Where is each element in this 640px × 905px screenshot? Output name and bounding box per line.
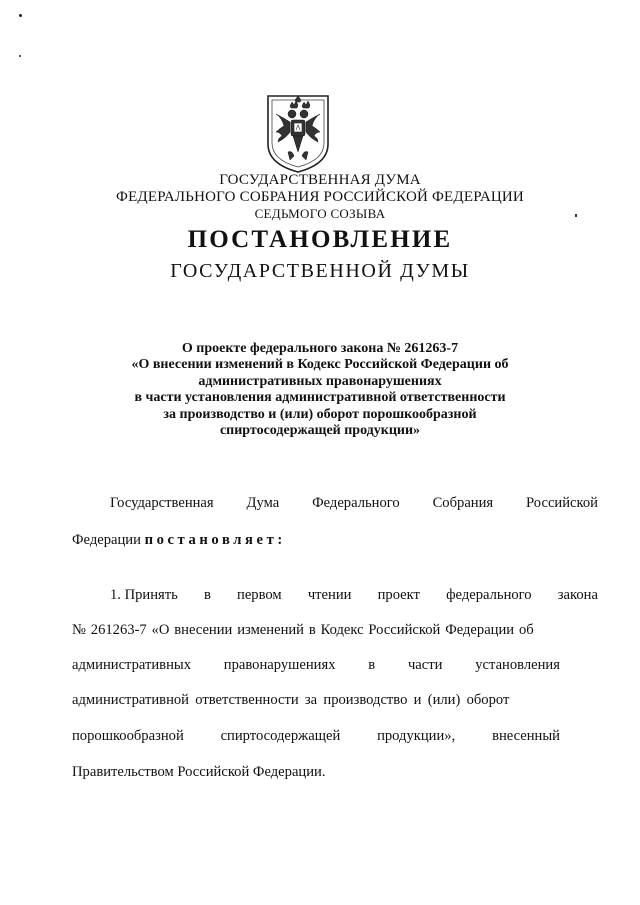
word: спиртосодержащей: [220, 728, 341, 744]
document-subtitle: ГОСУДАРСТВЕННОЙ ДУМЫ: [170, 260, 470, 282]
word: в: [368, 657, 376, 673]
word: правонарушениях: [223, 657, 336, 673]
header-duma: ГОСУДАРСТВЕННАЯ ДУМА: [219, 172, 421, 188]
word: продукции»,: [377, 728, 456, 744]
word: Федерального: [312, 495, 400, 511]
word: федерального: [446, 587, 532, 603]
subject-line: в части установления административной ответственности: [134, 390, 506, 406]
subject-line: за производство и (или) оборот порошкообразной: [163, 406, 477, 422]
subject-line: спиртосодержащей продукции»: [219, 423, 421, 439]
word: чтении: [307, 587, 352, 603]
word: Государственная: [110, 495, 214, 511]
item1-line-5: [72, 726, 560, 746]
word: закона: [557, 587, 598, 603]
intro-prefix: Федерации: [72, 532, 145, 548]
header-convocation: СЕДЬМОГО СОЗЫВА: [254, 206, 386, 221]
subject-heading: [0, 341, 640, 439]
word: 1. Принять: [110, 587, 178, 603]
word: в: [203, 587, 211, 603]
state-emblem-icon: [262, 92, 334, 176]
header-federal-assembly: ФЕДЕРАЛЬНОГО СОБРАНИЯ РОССИЙСКОЙ ФЕДЕРАЦИИ: [116, 189, 524, 205]
word: установления: [475, 657, 560, 673]
subject-line: административных правонарушениях: [198, 373, 442, 389]
word: Собрания: [432, 495, 494, 511]
item1-line-3: [72, 655, 560, 675]
document-title: ПОСТАНОВЛЕНИЕ: [187, 226, 453, 253]
subject-line: «О внесении изменений в Кодекс Российской Федерации об: [131, 357, 509, 373]
resolves-word: постановляет:: [144, 532, 286, 548]
scan-speck: [19, 55, 21, 57]
item1-line-6: Правительством Российской Федерации.: [72, 764, 326, 780]
subject-line: О проекте федерального закона № 261263-7: [181, 341, 459, 356]
intro-line-2: [72, 530, 560, 550]
intro-line-1: [72, 493, 598, 513]
word: порошкообразной: [72, 728, 184, 744]
word: части: [407, 657, 443, 673]
scan-speck: [19, 14, 22, 17]
item1-line-4: административной ответственности за производство и (или) оборот: [72, 692, 510, 708]
word: Российской: [526, 495, 598, 511]
word: административных: [72, 657, 191, 673]
word: Дума: [246, 495, 280, 511]
word: внесенный: [492, 728, 560, 744]
item1-line-2: № 261263-7 «О внесении изменений в Кодекс Российской Федерации об: [72, 622, 534, 638]
item1-line-1: [72, 585, 598, 605]
word: проект: [377, 587, 420, 603]
word: первом: [237, 587, 282, 603]
